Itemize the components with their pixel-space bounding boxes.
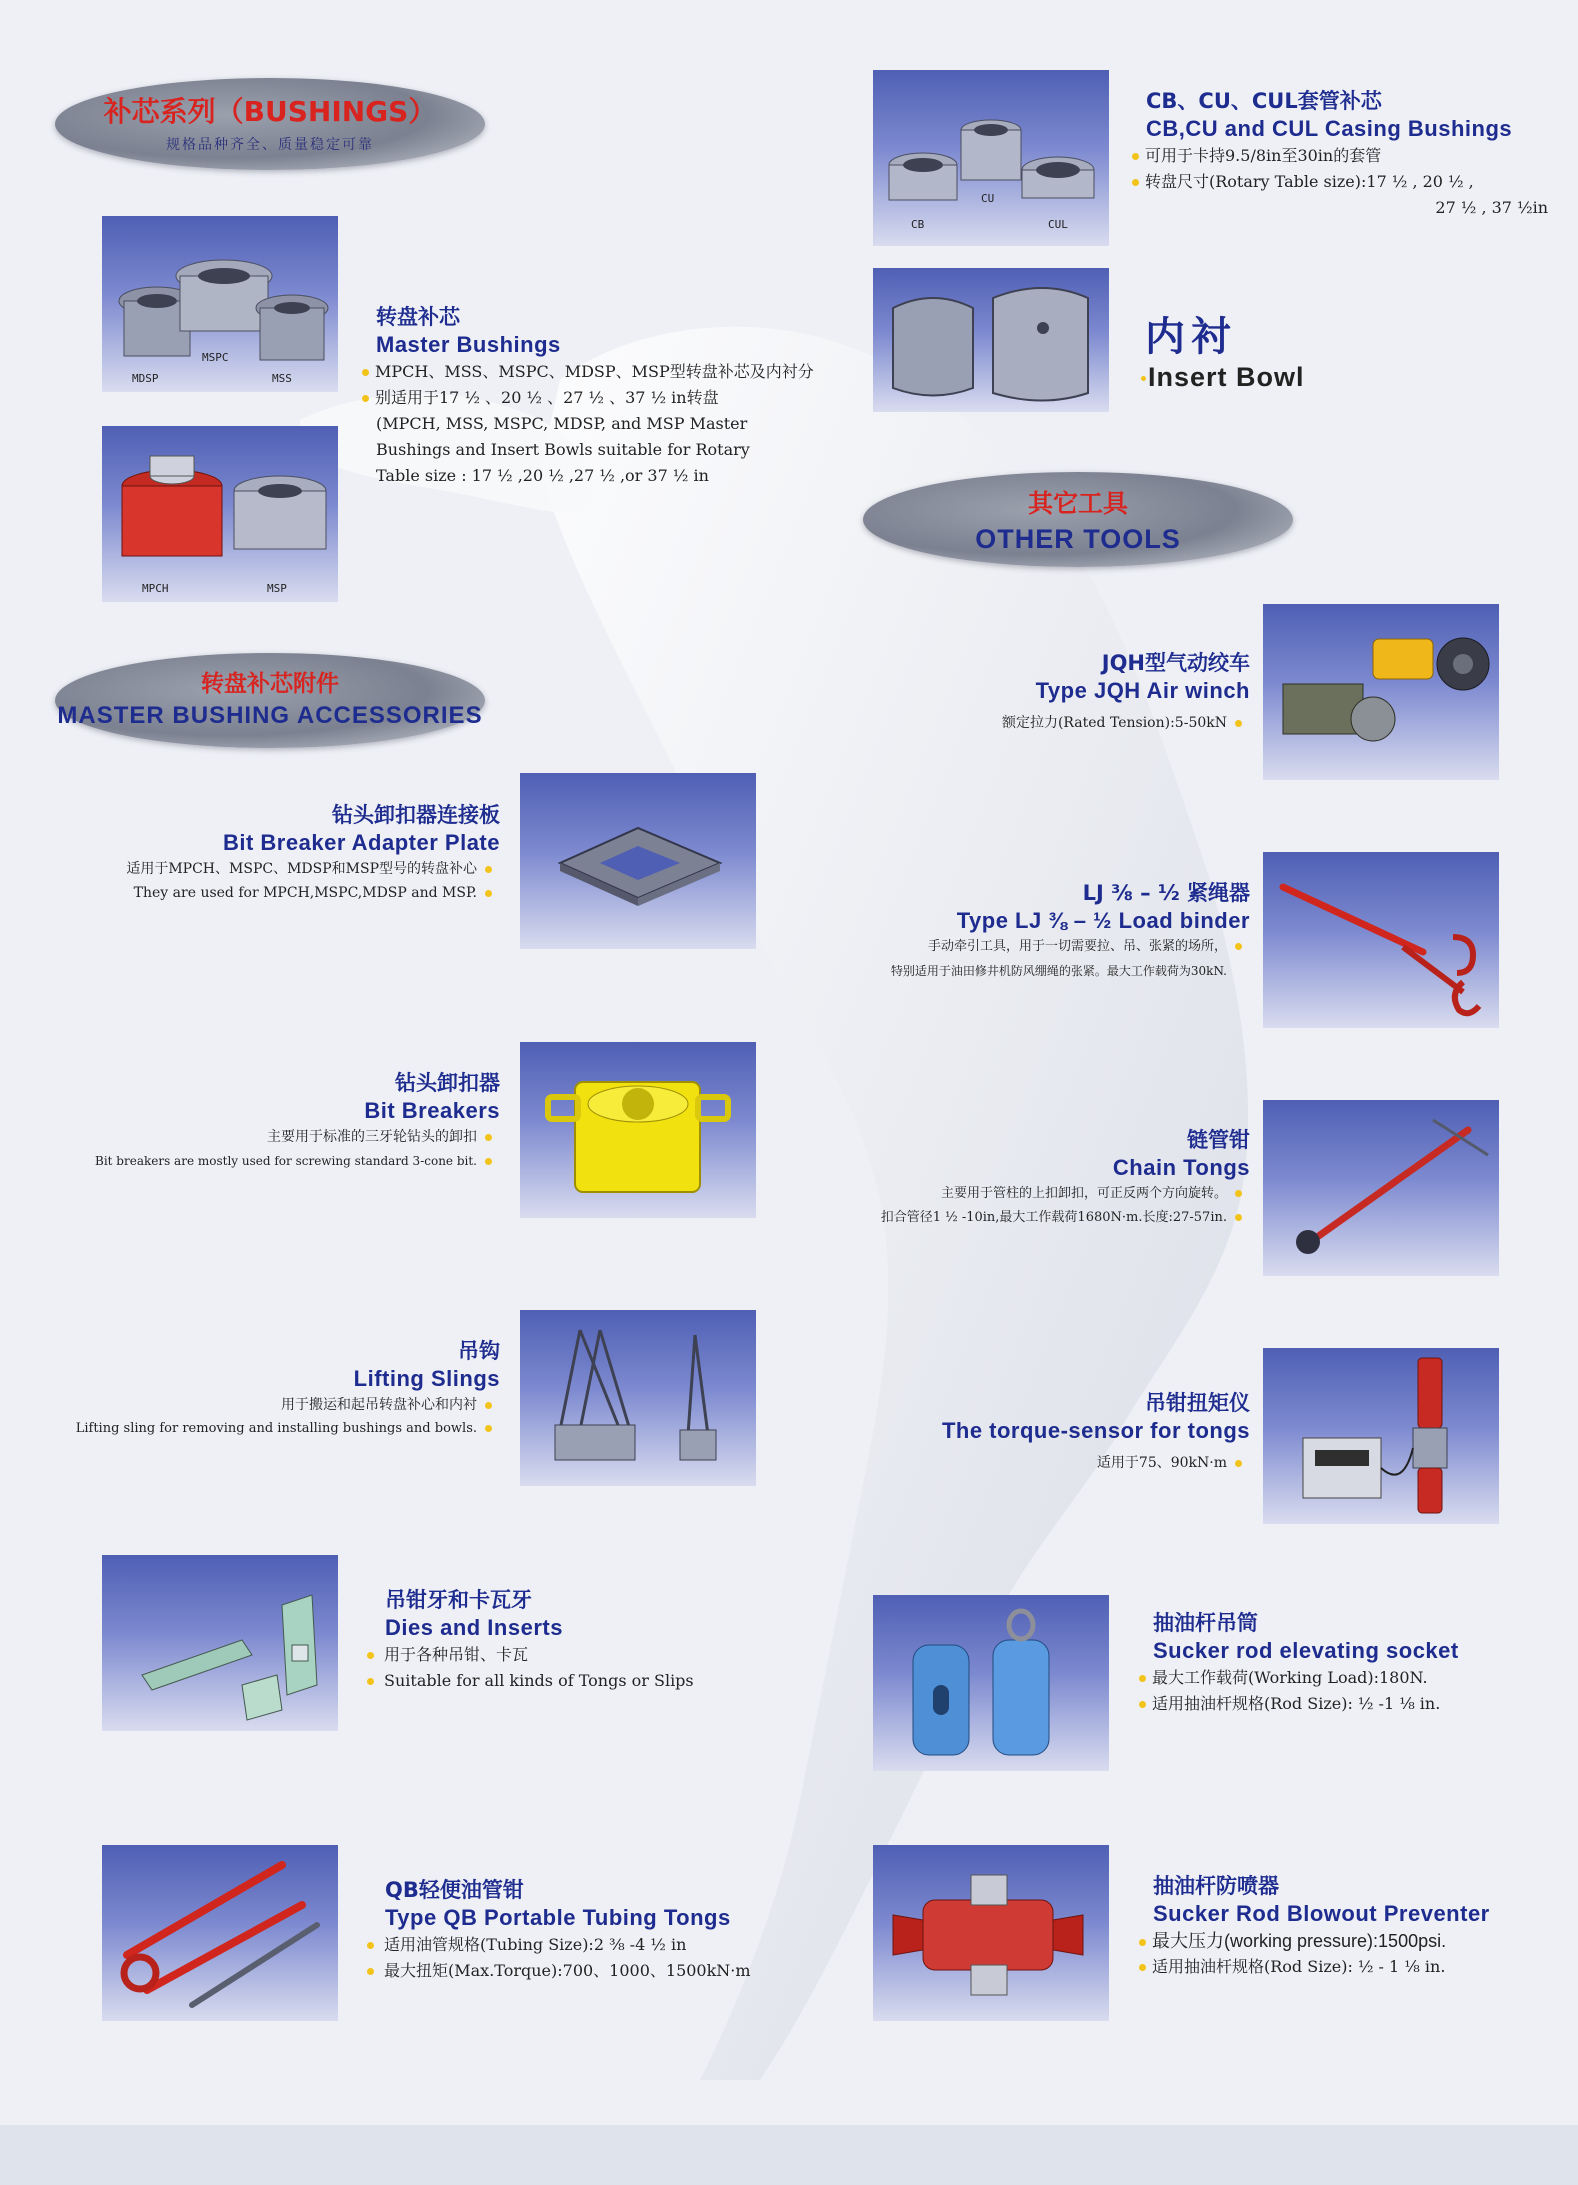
bit-breakers-cn: 钻头卸扣器 bbox=[395, 1071, 500, 1095]
casing-bushings-block bbox=[1146, 88, 1556, 221]
casing-bushings-en: CB,CU and CUL Casing Bushings bbox=[1146, 116, 1513, 141]
master-bushings-photo bbox=[102, 216, 338, 392]
bit-breakers-block bbox=[60, 1070, 500, 1173]
dies-inserts-photo bbox=[102, 1555, 338, 1731]
bullet bbox=[1132, 153, 1139, 160]
qb-tongs-line-text: 适用油管规格(Tubing Size):2 ⅜ -4 ½ in bbox=[384, 1935, 687, 1954]
master-bushings-en: Master Bushings bbox=[376, 332, 561, 357]
bullet bbox=[1139, 1675, 1146, 1682]
jqh-winch-en: Type JQH Air winch bbox=[1035, 678, 1250, 703]
mpch-msp-photo bbox=[102, 426, 338, 602]
bullet bbox=[1132, 179, 1139, 186]
bit-breaker-illustration bbox=[520, 1042, 756, 1218]
bullet bbox=[485, 1425, 492, 1432]
qb-tongs-en: Type QB Portable Tubing Tongs bbox=[385, 1905, 731, 1930]
elevating-socket-block bbox=[1153, 1610, 1553, 1717]
casing-bushings-cn: CB、CU、CUL套管补芯 bbox=[1146, 89, 1382, 113]
other-tools-header-en: OTHER TOOLS bbox=[975, 524, 1181, 554]
chain-tongs-line-text: 主要用于管柱的上扣卸扣，可正反两个方向旋转。 bbox=[940, 1186, 1227, 1201]
casing-bushings-line-text: 可用于卡持9.5/8in至30in的套管 bbox=[1145, 146, 1382, 165]
chain-tongs-line bbox=[830, 1206, 1250, 1230]
torque-sensor-line bbox=[830, 1451, 1250, 1475]
torque-sensor-en: The torque-sensor for tongs bbox=[941, 1418, 1250, 1443]
qb-tongs-illustration bbox=[102, 1845, 338, 2021]
bullet bbox=[485, 866, 492, 873]
master-bushings-cn: 转盘补芯 bbox=[376, 305, 460, 329]
casing-bushings-line: 27 ½ , 37 ½in bbox=[1435, 198, 1548, 217]
load-binder-line bbox=[830, 935, 1250, 959]
elevating-socket-photo bbox=[873, 1595, 1109, 1771]
accessories-header-cn: 转盘补芯附件 bbox=[201, 671, 339, 697]
blowout-preventer-line-text: 最大压力(working pressure):1500psi. bbox=[1152, 1931, 1447, 1951]
chain-tongs-photo bbox=[1263, 1100, 1499, 1276]
insert-bowl-illustration bbox=[873, 268, 1109, 412]
elevating-socket-line bbox=[1153, 1665, 1553, 1691]
bullet bbox=[1141, 376, 1146, 381]
blowout-preventer-block bbox=[1153, 1873, 1563, 1980]
load-binder-en: Type LJ ⅜ – ½ Load binder bbox=[956, 908, 1250, 933]
bullet bbox=[485, 1402, 492, 1409]
qb-tongs-photo bbox=[102, 1845, 338, 2021]
casing-bushings-line bbox=[1146, 169, 1556, 195]
bit-breaker-adapter-line bbox=[60, 881, 500, 905]
bullet bbox=[1139, 1964, 1146, 1971]
bit-breaker-adapter-line bbox=[60, 857, 500, 881]
blowout-preventer-line-text: 适用抽油杆规格(Rod Size): ½ - 1 ⅛ in. bbox=[1152, 1957, 1446, 1976]
bit-breakers-line bbox=[60, 1149, 500, 1173]
lifting-slings-block bbox=[60, 1338, 500, 1441]
qb-tongs-line bbox=[385, 1958, 805, 1984]
casing-bushings-line-text: 转盘尺寸(Rotary Table size):17 ½ , 20 ½ , bbox=[1145, 172, 1474, 191]
bullet bbox=[485, 890, 492, 897]
insert-bowl-cn: 内衬 bbox=[1145, 314, 1237, 360]
torque-sensor-block bbox=[830, 1390, 1250, 1475]
load-binder-cn: LJ ⅜ – ½ 紧绳器 bbox=[1082, 881, 1250, 905]
bit-breaker-adapter-en: Bit Breaker Adapter Plate bbox=[222, 830, 500, 855]
torque-sensor-illustration bbox=[1263, 1348, 1499, 1524]
torque-sensor-photo bbox=[1263, 1348, 1499, 1524]
lifting-slings-illustration bbox=[520, 1310, 756, 1486]
qb-tongs-block bbox=[385, 1877, 805, 1984]
bullet bbox=[1235, 1460, 1242, 1467]
bottom-strip bbox=[0, 2125, 1578, 2185]
elevating-socket-line-text: 最大工作载荷(Working Load):180N. bbox=[1152, 1668, 1428, 1687]
load-binder-block bbox=[830, 880, 1250, 983]
blowout-preventer-cn: 抽油杆防喷器 bbox=[1153, 1874, 1279, 1898]
torque-sensor-line-text: 适用于75、90kN·m bbox=[1096, 1455, 1227, 1471]
lifting-slings-photo bbox=[520, 1310, 756, 1486]
elevating-socket-en: Sucker rod elevating socket bbox=[1153, 1638, 1459, 1663]
bullet bbox=[485, 1134, 492, 1141]
load-binder-line-text: 手动牵引工具，用于一切需要拉、吊、张紧的场所， bbox=[927, 939, 1227, 954]
bullet bbox=[1235, 1214, 1242, 1221]
load-binder-line bbox=[830, 959, 1250, 983]
qb-tongs-cn: QB轻便油管钳 bbox=[385, 1878, 524, 1902]
bullet bbox=[1235, 943, 1242, 950]
dies-inserts-illustration bbox=[102, 1555, 338, 1731]
qb-tongs-line bbox=[385, 1932, 805, 1958]
bit-breakers-photo bbox=[520, 1042, 756, 1218]
blowout-preventer-line bbox=[1153, 1928, 1563, 1954]
jqh-winch-cn: JQH型气动绞车 bbox=[1101, 651, 1250, 675]
accessories-header bbox=[55, 653, 485, 748]
lifting-slings-line bbox=[60, 1393, 500, 1417]
elevating-socket-illustration bbox=[873, 1595, 1109, 1771]
blowout-preventer-en: Sucker Rod Blowout Preventer bbox=[1153, 1901, 1490, 1926]
dies-inserts-line bbox=[385, 1668, 805, 1694]
air-winch-illustration bbox=[1263, 604, 1499, 780]
other-tools-header-cn: 其它工具 bbox=[1027, 489, 1128, 518]
master-bushings-block bbox=[376, 304, 826, 489]
elevating-socket-line bbox=[1153, 1691, 1553, 1717]
bullet bbox=[367, 1942, 374, 1949]
bit-breakers-en: Bit Breakers bbox=[364, 1098, 500, 1123]
master-bushings-line-text: 别适用于17 ½ 、20 ½ 、27 ½ 、37 ½ in转盘 bbox=[375, 388, 719, 407]
dies-inserts-line-text: Suitable for all kinds of Tongs or Slips bbox=[384, 1671, 694, 1690]
bushings-header bbox=[55, 78, 485, 170]
jqh-winch-line-text: 额定拉力(Rated Tension):5-50kN bbox=[1001, 715, 1227, 731]
insert-bowl-photo bbox=[873, 268, 1109, 412]
master-bushings-line bbox=[376, 359, 826, 385]
load-binder-illustration bbox=[1263, 852, 1499, 1028]
label-cul: CUL bbox=[1048, 218, 1068, 231]
mpch-msp-illustration bbox=[102, 426, 338, 602]
qb-tongs-line-text: 最大扭矩(Max.Torque):700、1000、1500kN·m bbox=[384, 1961, 751, 1980]
lifting-slings-en: Lifting Slings bbox=[353, 1366, 500, 1391]
dies-inserts-cn: 吊钳牙和卡瓦牙 bbox=[385, 1588, 532, 1612]
casing-bushings-illustration bbox=[873, 70, 1109, 246]
bit-breakers-line-text: Bit breakers are mostly used for screwing standard 3-cone bit. bbox=[95, 1154, 477, 1168]
dies-inserts-line bbox=[385, 1642, 805, 1668]
master-bushings-line: Bushings and Insert Bowls suitable for Rotary bbox=[376, 440, 750, 459]
label-cu: CU bbox=[981, 192, 995, 205]
adapter-plate-illustration bbox=[520, 773, 756, 949]
chain-tongs-line bbox=[830, 1182, 1250, 1206]
master-bushings-line-text: MPCH、MSS、MSPC、MDSP、MSP型转盘补芯及内衬分 bbox=[375, 362, 814, 381]
chain-tongs-illustration bbox=[1263, 1100, 1499, 1276]
chain-tongs-cn: 链管钳 bbox=[1187, 1128, 1250, 1152]
chain-tongs-line-text: 扣合管径1 ½ -10in,最大工作载荷1680N·m.长度:27-57in. bbox=[880, 1210, 1227, 1225]
lifting-slings-line-text: Lifting sling for removing and installing bushings and bowls. bbox=[75, 1421, 477, 1436]
bullet bbox=[1139, 1701, 1146, 1708]
bullet bbox=[362, 369, 369, 376]
load-binder-photo bbox=[1263, 852, 1499, 1028]
bushings-header-title: 补芯系列（BUSHINGS） bbox=[103, 95, 437, 128]
master-bushings-line: Table size : 17 ½ ,20 ½ ,27 ½ ,or 37 ½ in bbox=[376, 466, 709, 485]
insert-bowl-block bbox=[1145, 305, 1405, 393]
blowout-preventer-line bbox=[1153, 1954, 1563, 1980]
bullet bbox=[485, 1158, 492, 1165]
blowout-preventer-photo bbox=[873, 1845, 1109, 2021]
lifting-slings-line bbox=[60, 1417, 500, 1441]
blowout-preventer-illustration bbox=[873, 1845, 1109, 2021]
load-binder-line-text: 特别适用于油田修井机防风绷绳的张紧。最大工作载荷为30kN. bbox=[890, 964, 1227, 978]
bit-breakers-line bbox=[60, 1125, 500, 1149]
bit-breaker-adapter-block bbox=[60, 802, 500, 905]
bit-breakers-line-text: 主要用于标准的三牙轮钻头的卸扣 bbox=[267, 1129, 477, 1145]
jqh-winch-photo bbox=[1263, 604, 1499, 780]
master-bushings-line bbox=[376, 385, 826, 411]
insert-bowl-en-text: Insert Bowl bbox=[1148, 362, 1305, 392]
bullet bbox=[1235, 1190, 1242, 1197]
elevating-socket-cn: 抽油杆吊筒 bbox=[1153, 1611, 1258, 1635]
label-cb: CB bbox=[911, 218, 925, 231]
accessories-header-en: MASTER BUSHING ACCESSORIES bbox=[57, 702, 483, 729]
torque-sensor-cn: 吊钳扭矩仪 bbox=[1145, 1391, 1250, 1415]
bullet bbox=[362, 395, 369, 402]
master-bushings-illustration bbox=[102, 216, 338, 392]
lifting-slings-cn: 吊钩 bbox=[458, 1339, 500, 1363]
lifting-slings-line-text: 用于搬运和起吊转盘补心和内衬 bbox=[281, 1397, 477, 1413]
label-mspc: MSPC bbox=[202, 351, 229, 364]
bit-breaker-adapter-photo bbox=[520, 773, 756, 949]
label-msp: MSP bbox=[267, 582, 287, 595]
dies-inserts-block bbox=[385, 1587, 805, 1694]
dies-inserts-line-text: 用于各种吊钳、卡瓦 bbox=[384, 1645, 529, 1664]
bullet bbox=[1139, 1939, 1146, 1946]
jqh-winch-block bbox=[830, 650, 1250, 735]
label-mpch: MPCH bbox=[142, 582, 169, 595]
master-bushings-line: (MPCH, MSS, MSPC, MDSP, and MSP Master bbox=[376, 414, 748, 433]
bullet bbox=[367, 1652, 374, 1659]
bullet bbox=[1235, 720, 1242, 727]
label-mss: MSS bbox=[272, 372, 292, 385]
label-mdsp: MDSP bbox=[132, 372, 159, 385]
chain-tongs-en: Chain Tongs bbox=[1112, 1155, 1250, 1180]
bushings-header-subtitle: 规格品种齐全、质量稳定可靠 bbox=[166, 137, 374, 153]
dies-inserts-en: Dies and Inserts bbox=[385, 1615, 563, 1640]
elevating-socket-line-text: 适用抽油杆规格(Rod Size): ½ -1 ⅛ in. bbox=[1152, 1694, 1441, 1713]
other-tools-header bbox=[863, 472, 1293, 567]
casing-bushings-line bbox=[1146, 143, 1556, 169]
bullet bbox=[367, 1968, 374, 1975]
casing-bushings-photo bbox=[873, 70, 1109, 246]
bit-breaker-adapter-cn: 钻头卸扣器连接板 bbox=[332, 803, 500, 827]
bullet bbox=[367, 1678, 374, 1685]
bit-breaker-adapter-line-text: They are used for MPCH,MSPC,MDSP and MSP. bbox=[133, 885, 477, 901]
chain-tongs-block bbox=[830, 1127, 1250, 1230]
insert-bowl-en bbox=[1145, 362, 1405, 393]
bit-breaker-adapter-line-text: 适用于MPCH、MSPC、MDSP和MSP型号的转盘补心 bbox=[126, 861, 477, 877]
jqh-winch-line bbox=[830, 711, 1250, 735]
